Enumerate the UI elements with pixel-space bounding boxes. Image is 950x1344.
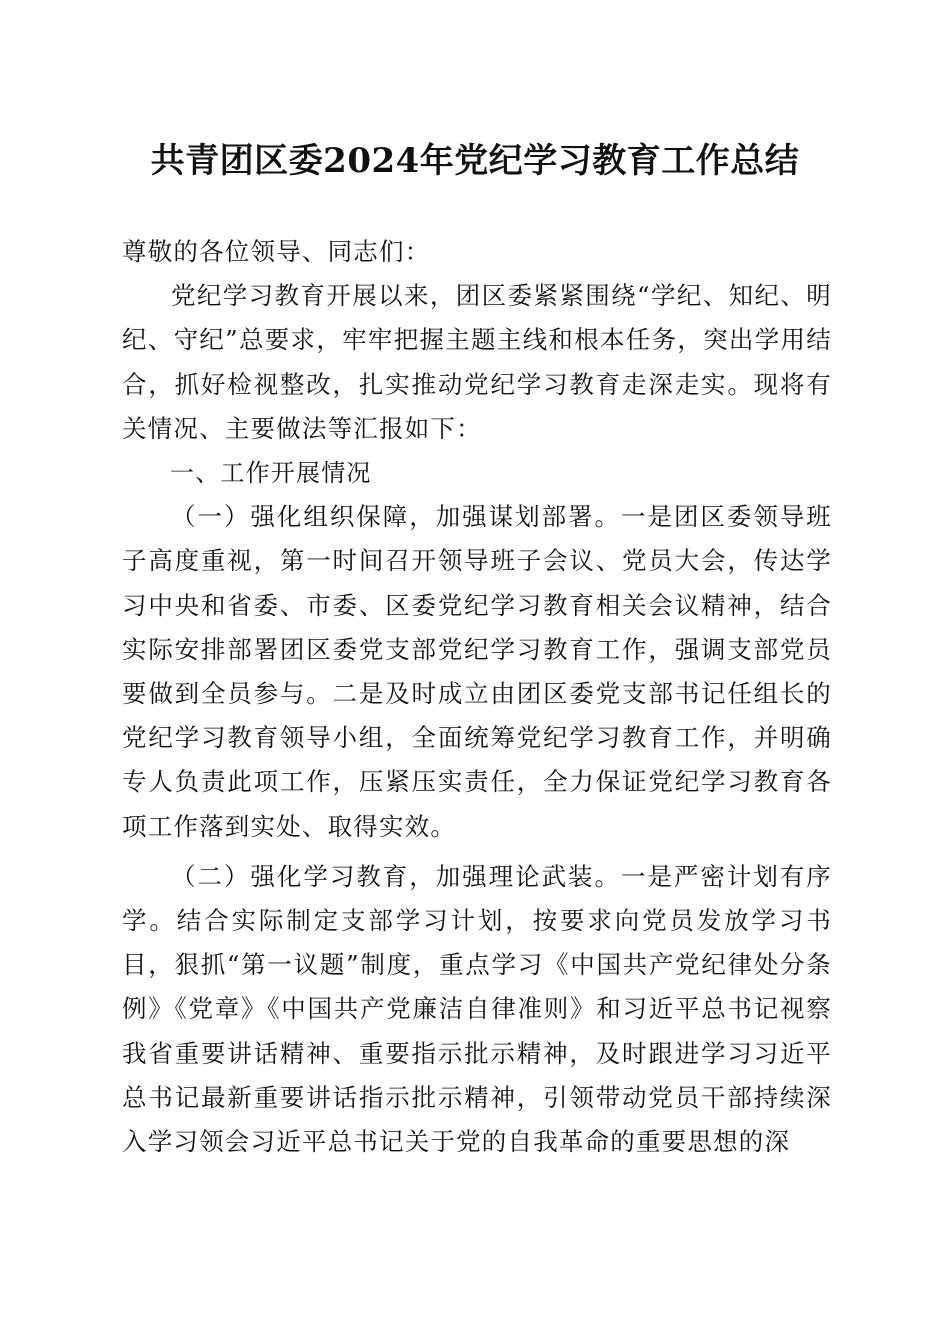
greeting: 尊敬的各位领导、同志们： xyxy=(122,237,431,266)
paragraph-text: 一是团区委领导班子高度重视，第一时间召开领导班子会议、党员大会，传达学习中央和省委、市委、区委党纪学习教育相关会议精神，结合实际安排部署团区委党支部党纪学习教育工作，强调支部党员要做到全员参与。二是及时成立由团区委党支部书记任组长的党纪学习教育领导小组，全面统筹党纪学习教育工作，并明确专人负责此项工作，压紧压实责任，全力保证党纪学习教育各项工作落到实处、取得实效。 xyxy=(122,502,832,841)
paragraph-organization xyxy=(122,495,832,849)
paragraph-heading: （一）强化组织保障，加强谋划部署。 xyxy=(171,502,621,532)
paragraph-heading: （二）强化学习教育，加强理论武装。 xyxy=(171,861,621,891)
paragraph-text: 一是严密计划有序学。结合实际制定支部学习计划，按要求向党员发放学习书目，狠抓“第一议题”制度，重点学习《中国共产党纪律处分条例》《党章》《中国共产党廉洁自律准则》和习近平总书记视察我省重要讲话精神、重要指示批示精神，及时跟进学习习近平总书记最新重要讲话指示批示精神，引领带动党员干部持续深入学习领会习近平总书记关于党的自我革命的重要思想的深 xyxy=(122,861,832,1157)
document-title: 共青团区委2024年党纪学习教育工作总结 xyxy=(150,141,800,181)
document-body xyxy=(122,230,832,1164)
section-heading: 一、工作开展情况 xyxy=(170,459,372,488)
intro-paragraph: 党纪学习教育开展以来，团区委紧紧围绕“学纪、知纪、明纪、守纪”总要求，牢牢把握主题主线和根本任务，突出学用结合，抓好检视整改，扎实推动党纪学习教育走深走实。现将有关情况、主要做法等汇报如下： xyxy=(122,281,832,443)
paragraph-education xyxy=(122,855,832,1164)
